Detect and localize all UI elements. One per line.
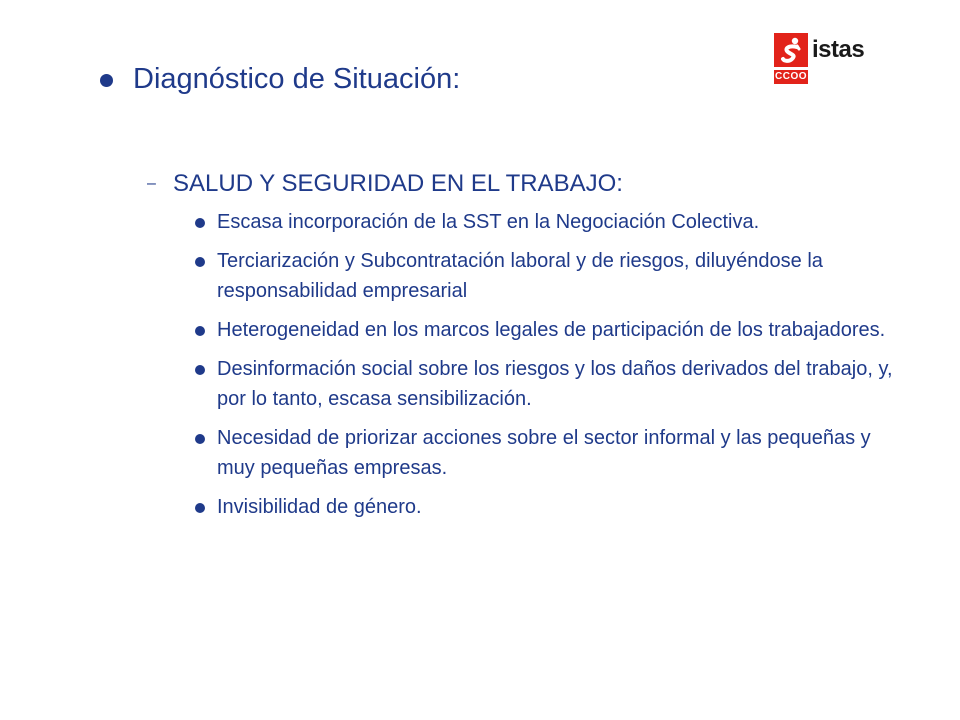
list-item (195, 246, 905, 306)
diagnosis-list (195, 207, 905, 531)
bullet-icon (195, 365, 205, 375)
list-item (195, 354, 905, 414)
bullet-icon (195, 218, 205, 228)
bullet-icon (195, 434, 205, 444)
ccoo-logo-text: CCOO (775, 71, 807, 82)
list-item (195, 423, 905, 483)
bullet-icon (195, 257, 205, 267)
istas-logo-text: istas (812, 36, 865, 63)
bullet-icon (100, 74, 113, 87)
section-title: SALUD Y SEGURIDAD EN EL TRABAJO: (173, 170, 623, 197)
section-heading (147, 166, 623, 202)
istas-logo-mark-icon (774, 33, 808, 67)
dash-bullet: – (147, 175, 156, 192)
main-heading (100, 58, 460, 100)
heading-text: Diagnóstico de Situación: (133, 63, 461, 95)
list-item (195, 492, 905, 522)
list-item-text: Terciarización y Subcontratación laboral y de riesgos, diluyéndose la responsabilidad empresarial (217, 250, 823, 302)
list-item-text: Necesidad de priorizar acciones sobre el sector informal y las pequeñas y muy pequeñas empresas. (217, 427, 871, 479)
bullet-icon (195, 326, 205, 336)
bullet-icon (195, 503, 205, 513)
list-item (195, 207, 905, 237)
list-item-text: Heterogeneidad en los marcos legales de participación de los trabajadores. (217, 319, 886, 341)
list-item-text: Escasa incorporación de la SST en la Negociación Colectiva. (217, 211, 760, 233)
list-item-text: Desinformación social sobre los riesgos y los daños derivados del trabajo, y, por lo tanto, escasa sensibilización. (217, 358, 893, 410)
list-item (195, 315, 905, 345)
istas-logo (774, 33, 874, 89)
list-item-text: Invisibilidad de género. (217, 496, 422, 518)
